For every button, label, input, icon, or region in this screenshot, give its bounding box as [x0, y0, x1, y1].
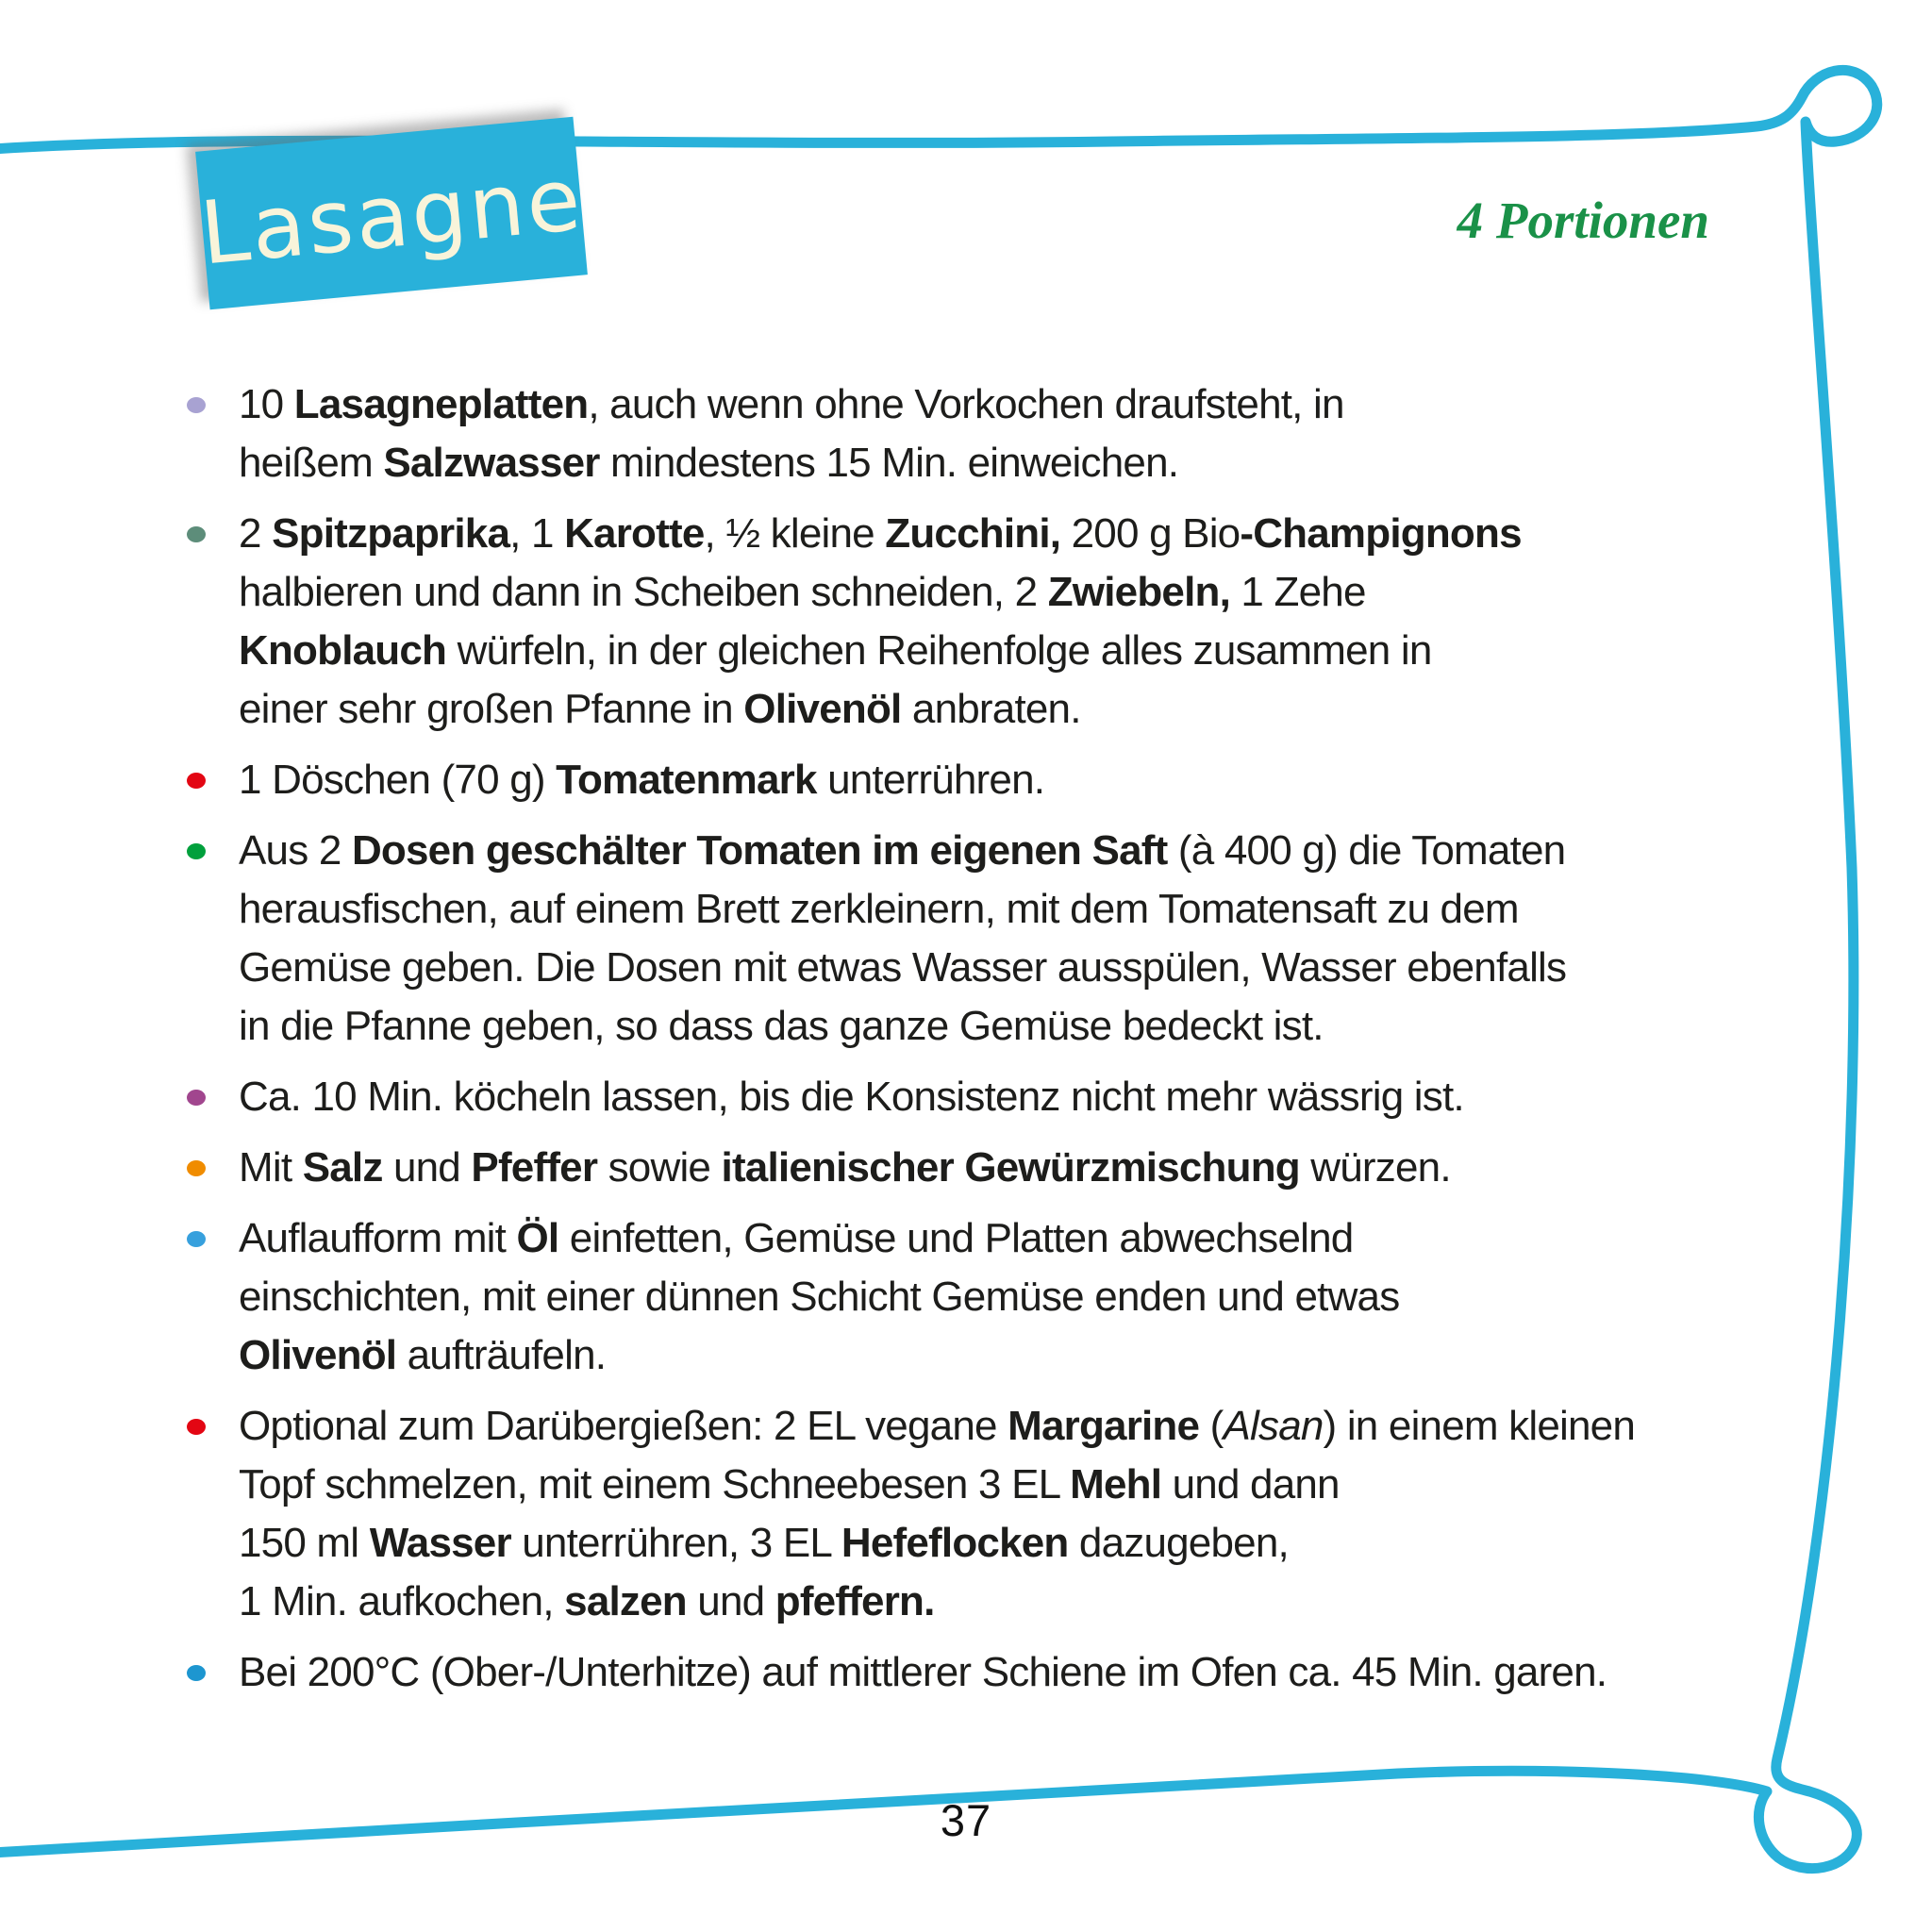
page-number: 37 — [940, 1795, 992, 1845]
step-text: Bei 200°C (Ober-/Unterhitze) auf mittlerer Schiene im Ofen ca. 45 Min. garen. — [239, 1649, 1607, 1695]
recipe-step — [187, 1397, 1866, 1631]
recipe-step — [187, 505, 1866, 739]
recipe-step — [187, 1209, 1866, 1385]
recipe-title-label — [195, 117, 588, 309]
recipe-title: Lasagne — [196, 147, 588, 285]
bullet-dot — [187, 1419, 206, 1435]
bullet-dot — [187, 843, 206, 859]
portions-label: 4 Portionen — [1457, 192, 1709, 249]
bullet-dot — [187, 1231, 206, 1247]
recipe-step — [187, 1139, 1866, 1197]
step-text: Auflaufform mit Öl einfetten, Gemüse und Platten abwechselnd einschichten, mit einer dünnen Schicht Gemüse enden und etwas Olivenöl aufträufeln. — [239, 1215, 1400, 1378]
step-text: Ca. 10 Min. köcheln lassen, bis die Konsistenz nicht mehr wässrig ist. — [239, 1074, 1464, 1120]
recipe-step — [187, 1068, 1866, 1126]
bullet-dot — [187, 1090, 206, 1106]
bullet-dot — [187, 773, 206, 789]
bullet-dot — [187, 397, 206, 413]
bullet-dot — [187, 1665, 206, 1681]
step-text: 1 Döschen (70 g) Tomatenmark unterrühren. — [239, 757, 1045, 803]
recipe-steps — [187, 375, 1866, 1714]
step-text: 10 Lasagneplatten, auch wenn ohne Vorkochen draufsteht, in heißem Salzwasser mindestens 15 Min. einweichen. — [239, 381, 1344, 486]
bullet-dot — [187, 1160, 206, 1176]
step-text: Optional zum Darübergießen: 2 EL vegane Margarine (Alsan) in einem kleinen Topf schmelzen, mit einem Schneebesen 3 EL Mehl und dann 150 ml Wasser unterrühren, 3 EL Hefeflocken dazugeben, 1 Min. aufkochen, salzen und pfeffern. — [239, 1403, 1635, 1624]
recipe-step — [187, 1643, 1866, 1702]
step-text: Aus 2 Dosen geschälter Tomaten im eigenen Saft (à 400 g) die Tomaten herausfischen, auf einem Brett zerkleinern, mit dem Tomatensaft zu dem Gemüse geben. Die Dosen mit etwas Wasser ausspülen, Wasser ebenfalls in die Pfanne geben, so dass das ganze Gemüse bedeckt ist. — [239, 827, 1567, 1049]
recipe-step — [187, 822, 1866, 1056]
bullet-dot — [187, 526, 206, 542]
recipe-step — [187, 375, 1866, 492]
step-text: 2 Spitzpaprika, 1 Karotte, ½ kleine Zucchini, 200 g Bio-Champignons halbieren und dann in Scheiben schneiden, 2 Zwiebeln, 1 Zehe Knoblauch würfeln, in der gleichen Reihenfolge alles zusammen in einer sehr großen Pfanne in Olivenöl anbraten. — [239, 510, 1522, 732]
step-text: Mit Salz und Pfeffer sowie italienischer Gewürzmischung würzen. — [239, 1144, 1451, 1191]
recipe-step — [187, 751, 1866, 809]
